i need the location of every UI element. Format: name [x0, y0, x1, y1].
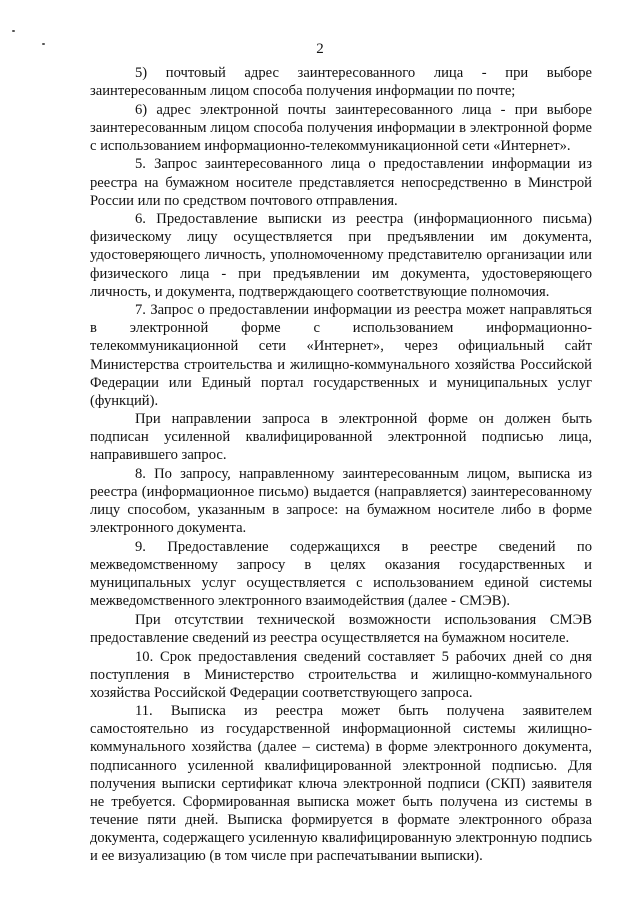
paragraph-clause-8: 8. По запросу, направленному заинтересованным лицом, выписка из реестра (информационное письмо) выдается (направляется) заинтересованному лицу способом, указанным в запросе: на бумажном носителе либо в форме электронного документа. [90, 466, 592, 537]
paragraph-clause-7-signature: При направлении запроса в электронной форме он должен быть подписан усиленной квалифицированной электронной подписью лица, направившего запрос. [90, 411, 592, 464]
paragraph-clause-5: 5. Запрос заинтересованного лица о предоставлении информации из реестра на бумажном носителе представляется непосредственно в Минстрой России или по средством почтового отправления. [90, 156, 592, 209]
paragraph-clause-10: 10. Срок предоставления сведений составляет 5 рабочих дней со дня поступления в Министерство строительства и жилищно-коммунального хозяйства Российской Федерации соответствующего запроса. [90, 648, 592, 701]
paragraph-clause-6: 6. Предоставление выписки из реестра (информационного письма) физическому лицу осуществляется при предъявлении им документа, удостоверяющего личность, уполномоченному представителю организации или физического лица - при предъявлении им документа, удостоверяющего личность, и документа, подтверждающего соответствующие полномочия. [90, 211, 592, 300]
paragraph-clause-9-paper: При отсутствии технической возможности использования СМЭВ предоставление сведений из реестра осуществляется на бумажном носителе. [90, 611, 592, 646]
page-number: 2 [316, 41, 324, 57]
paragraph-clause-11: 11. Выписка из реестра может быть получена заявителем самостоятельно из государственной информационной системы жилищно-коммунального хозяйства (далее – система) в форме электронного документа, подписанного усиленной квалифицированной электронной подписью. Для получения выписки сертификат ключа электронной подписи (СКП) заявителя не требуется. Сформированная выписка может быть получена из системы в течение пяти дней. Выписка формируется в формате электронного образа документа, содержащего усиленную квалифицированную электронную подпись и ее визуализацию (в том числе при распечатывании выписки). [90, 703, 592, 865]
paragraph-clause-7: 7. Запрос о предоставлении информации из реестра может направляться в электронной форме с использованием информационно-телекоммуникационной сети «Интернет», через официальный сайт Министерства строительства и жилищно-коммунального хозяйства Российской Федерации или Единый портал государственных и муниципальных услуг (функций). [90, 302, 592, 409]
paragraph-postal-address: 5) почтовый адрес заинтересованного лица - при выборе заинтересованным лицом способа получения информации по почте; [90, 65, 592, 100]
scan-speck [12, 30, 15, 32]
paragraph-clause-9: 9. Предоставление содержащихся в реестре сведений по межведомственному запросу в целях оказания государственных и муниципальных услуг осуществляется с использованием единой системы межведомственного электронного взаимодействия (далее - СМЭВ). [90, 538, 592, 610]
document-body [90, 64, 592, 866]
paragraph-email-address: 6) адрес электронной почты заинтересованного лица - при выборе заинтересованным лицом способа получения информации в электронной форме с использованием информационно-телекоммуникационной сети «Интернет». [90, 101, 592, 154]
